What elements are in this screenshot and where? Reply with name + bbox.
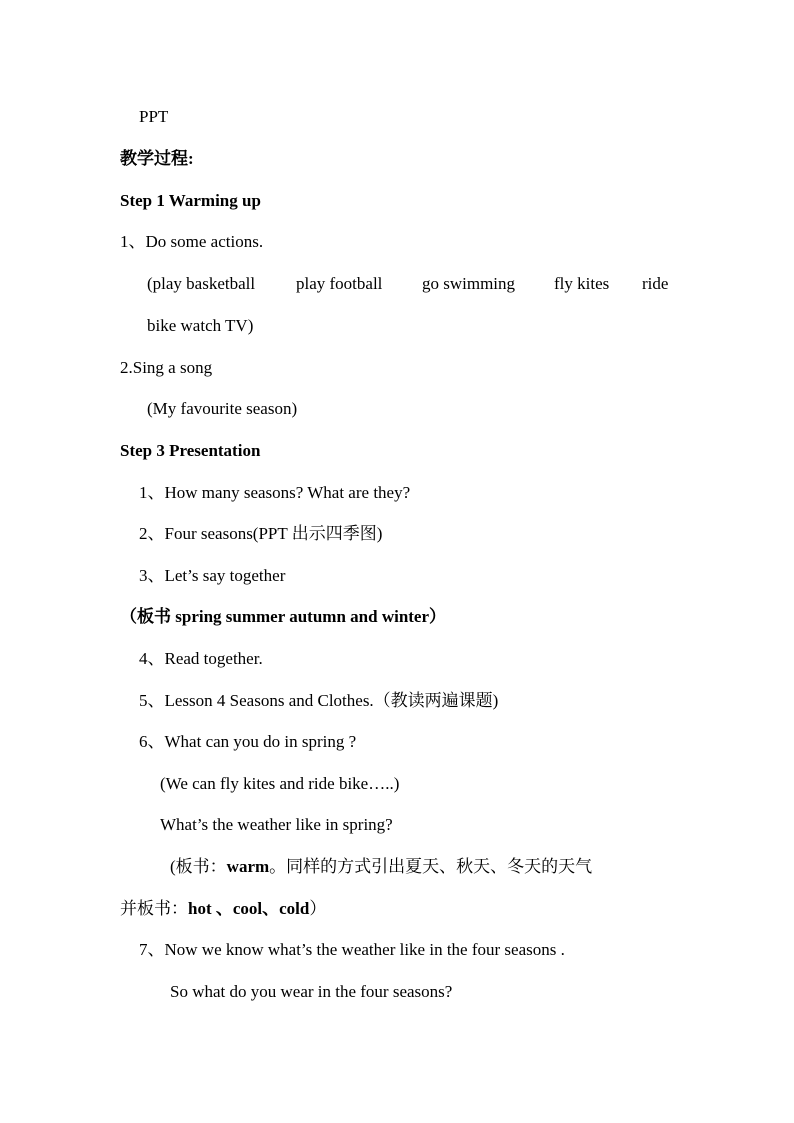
teaching-process-heading: 教学过程: xyxy=(120,149,194,168)
weather-question: What’s the weather like in spring? xyxy=(160,815,393,834)
activity-basketball: (play basketball xyxy=(147,274,256,293)
blackboard-warm-word: warm xyxy=(226,857,270,876)
blackboard-warm-suffix: 。同样的方式引出夏天、秋天、冬天的天气 xyxy=(269,857,593,876)
presentation-item-1: 1、How many seasons? What are they? xyxy=(139,483,411,502)
presentation-item-5: 5、Lesson 4 Seasons and Clothes.（教读两遍课题) xyxy=(139,691,499,710)
blackboard-seasons: （板书 spring summer autumn and winter） xyxy=(120,607,447,626)
step3-heading: Step 3 Presentation xyxy=(120,441,261,460)
activity-kites: fly kites xyxy=(554,274,610,293)
song-title: (My favourite season) xyxy=(147,399,298,418)
blackboard-warm-prefix: (板书： xyxy=(170,857,227,876)
presentation-item-7: 7、Now we know what’s the weather like in the four seasons . xyxy=(139,940,565,959)
activity-swimming: go swimming xyxy=(422,274,516,293)
presentation-item-6: 6、What can you do in spring ? xyxy=(139,732,357,751)
blackboard-weather-suffix: ） xyxy=(309,899,327,918)
activity-football: play football xyxy=(296,274,383,293)
blackboard-warm-line xyxy=(170,856,592,878)
activity-list-continued: bike watch TV) xyxy=(147,316,254,335)
blackboard-weather-line xyxy=(120,898,326,920)
presentation-item-3: 3、Let’s say together xyxy=(139,566,286,585)
blackboard-weather-words: hot 、cool、cold xyxy=(188,899,310,918)
clothes-question: So what do you wear in the four seasons? xyxy=(170,982,453,1001)
spring-answer: (We can fly kites and ride bike…..) xyxy=(160,774,400,793)
presentation-item-2: 2、Four seasons(PPT 出示四季图) xyxy=(139,524,383,543)
ppt-text: PPT xyxy=(139,107,169,126)
presentation-item-4: 4、Read together. xyxy=(139,649,263,668)
blackboard-weather-prefix: 并板书： xyxy=(120,899,188,918)
item1-text: 1、Do some actions. xyxy=(120,232,264,251)
item2-text: 2.Sing a song xyxy=(120,358,213,377)
activity-ride: ride xyxy=(642,274,669,293)
step1-heading: Step 1 Warming up xyxy=(120,191,261,210)
activity-list-line xyxy=(147,273,255,295)
